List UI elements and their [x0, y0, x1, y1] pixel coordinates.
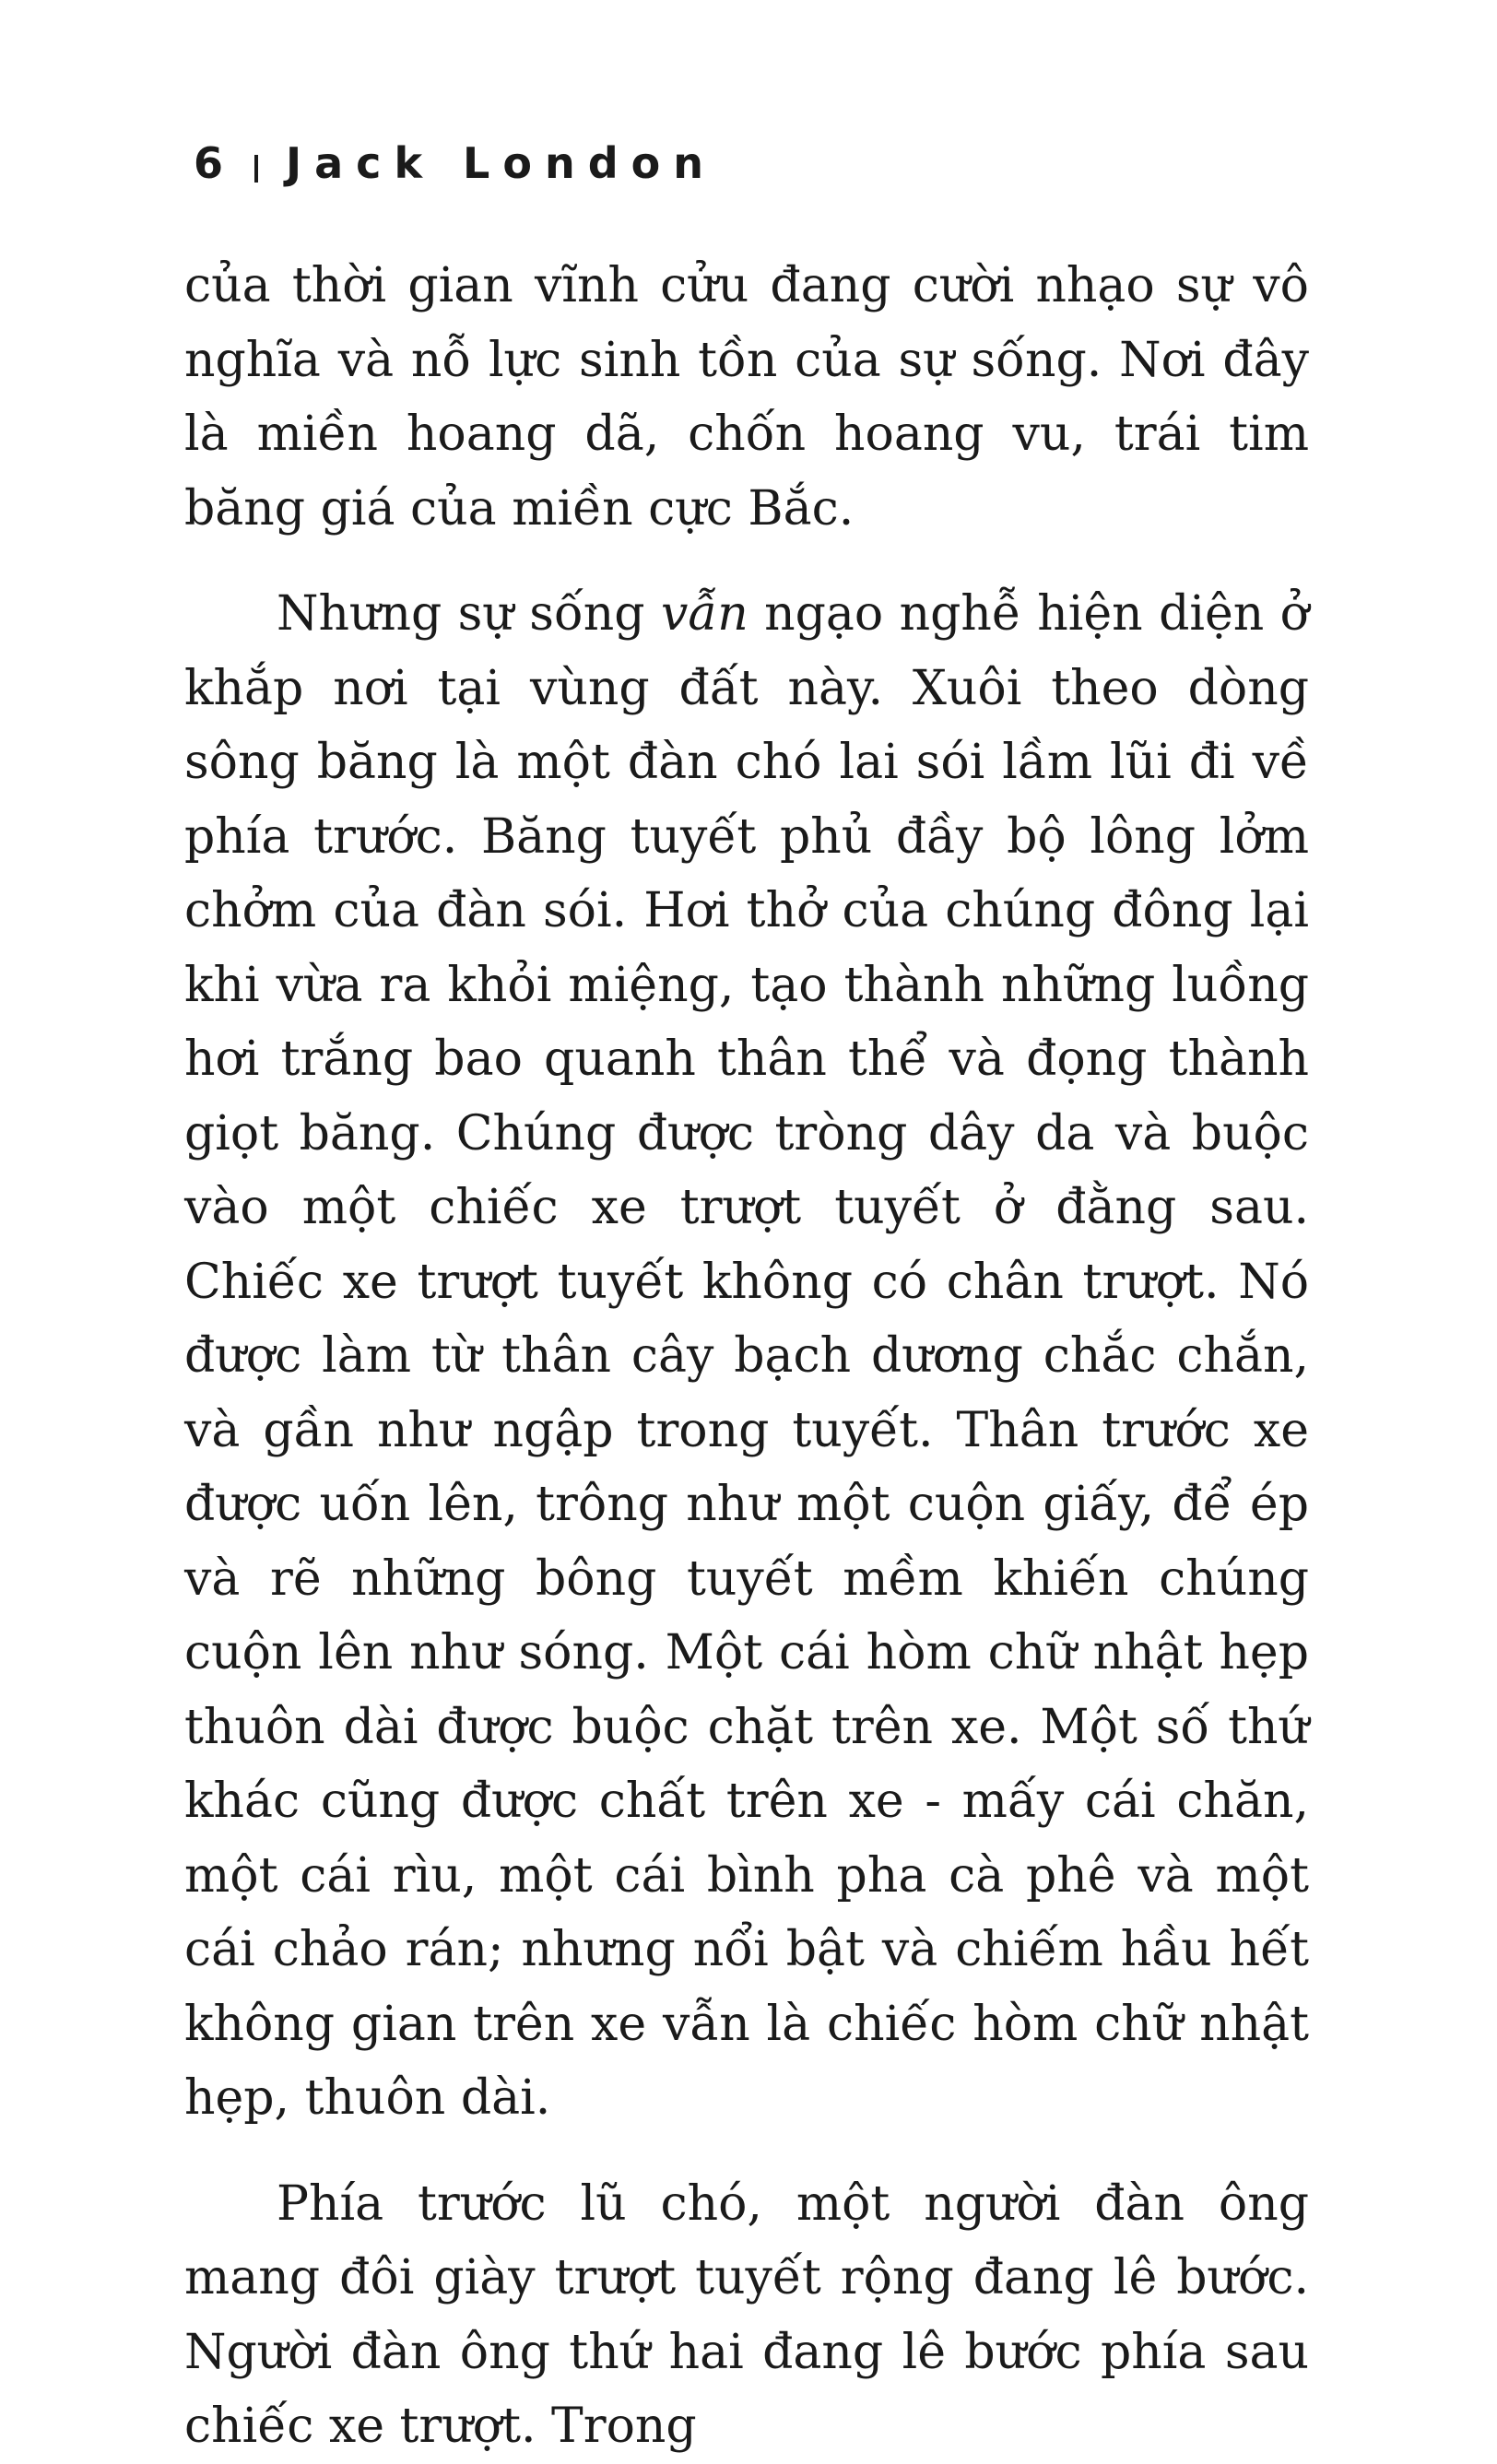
- paragraph-2-text-rest: ngạo nghễ hiện diện ở khắp nơi tại vùng đất này. Xuôi theo dòng sông băng là một đàn chó lai sói lầm lũi đi về phía trước. Băng tuyết phủ đầy bộ lông lởm chởm của đàn sói. Hơi thở của chúng đông lại khi vừa ra khỏi miệng, tạo thành những luồng hơi trắng bao quanh thân thể và đọng thành giọt băng. Chúng được tròng dây da và buộc vào một chiếc xe trượt tuyết ở đằng sau. Chiếc xe trượt tuyết không có chân trượt. Nó được làm từ thân cây bạch dương chắc chắn, và gần như ngập trong tuyết. Thân trước xe được uốn lên, trông như một cuộn giấy, để ép và rẽ những bông tuyết mềm khiến chúng cuộn lên như sóng. Một cái hòm chữ nhật hẹp thuôn dài được buộc chặt trên xe. Một số thứ khác cũng được chất trên xe - mấy cái chăn, một cái rìu, một cái bình pha cà phê và một cái chảo rán; nhưng nổi bật và chiếm hầu hết không gian trên xe vẫn là chiếc hòm chữ nhật hẹp, thuôn dài.: [184, 586, 1309, 2126]
- author-name: Jack London: [286, 138, 716, 188]
- paragraph-2: [184, 577, 1309, 2136]
- paragraph-1-text: của thời gian vĩnh cửu đang cười nhạo sự vô nghĩa và nỗ lực sinh tồn của sự sống. Nơi đây là miền hoang dã, chốn hoang vu, trái tim băng giá của miền cực Bắc.: [184, 258, 1309, 536]
- body-text: [184, 249, 1309, 2464]
- header-separator: [254, 155, 258, 183]
- paragraph-3-text: Phía trước lũ chó, một người đàn ông mang đôi giày trượt tuyết rộng đang lê bước. Người đàn ông thứ hai đang lê bước phía sau chiếc xe trượt. Trong: [184, 2175, 1309, 2454]
- page-number: 6: [194, 138, 228, 188]
- paragraph-2-text-start: Nhưng sự sống: [277, 586, 661, 642]
- paragraph-3: [184, 2167, 1309, 2464]
- paragraph-1: [184, 249, 1309, 546]
- running-head: [194, 138, 716, 188]
- paragraph-2-emphasis: vẫn: [660, 586, 748, 642]
